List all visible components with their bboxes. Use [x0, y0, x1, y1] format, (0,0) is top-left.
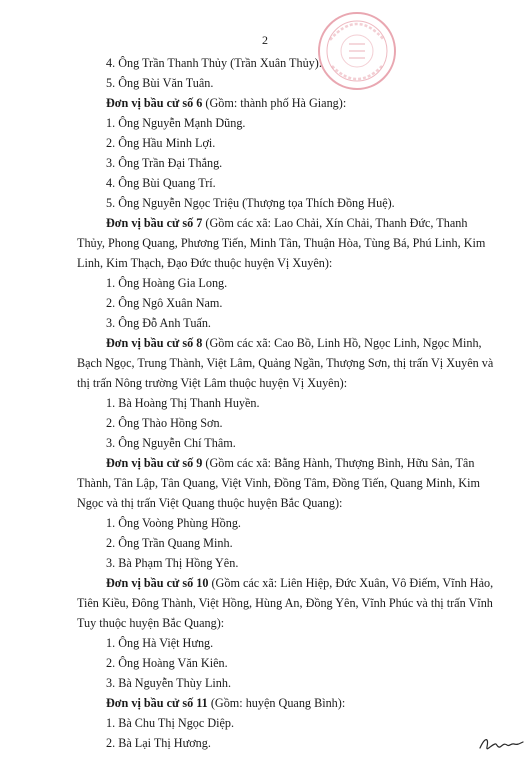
electoral-unit-heading [77, 693, 497, 713]
candidate-item: 1. Bà Hoàng Thị Thanh Huyền. [106, 396, 260, 410]
unit-description: (Gồm: huyện Quang Bình): [207, 696, 346, 710]
unit-title: Đơn vị bầu cử số 8 [106, 336, 203, 350]
page-number: 2 [262, 33, 268, 47]
unit-description: (Gồm các xã: Liên Hiệp, Đức Xuân, Vô Điếm, Vĩnh Hảo, Tiên Kiều, Đông Thành, Việt Hồng, Hùng An, Đồng Yên, Vĩnh Phúc và thị trấn Vĩnh Tuy thuộc huyện Bắc Quang): [77, 576, 494, 630]
candidate-item: 1. Ông Hoàng Gia Long. [106, 276, 228, 290]
electoral-unit-heading [77, 213, 497, 273]
unit-description: (Gồm các xã: Lao Chải, Xín Chải, Thanh Đức, Thanh Thủy, Phong Quang, Phương Tiến, Minh Tân, Thuận Hòa, Tùng Bá, Phú Linh, Kim Linh, Kim Thạch, Đạo Đức thuộc huyện Vị Xuyên): [77, 216, 486, 270]
candidate-item: 2. Ông Thào Hồng Sơn. [106, 416, 223, 430]
unit-description: (Gồm: thành phố Hà Giang): [202, 96, 347, 110]
unit-title: Đơn vị bầu cử số 9 [106, 456, 203, 470]
candidate-item: 2. Bà Lại Thị Hương. [106, 736, 211, 750]
candidate-item: 1. Bà Chu Thị Ngọc Diệp. [106, 716, 235, 730]
list-item: 5. Ông Bùi Văn Tuân. [106, 76, 214, 90]
candidate-item: 4. Ông Bùi Quang Trí. [106, 176, 216, 190]
candidate-item: 3. Ông Đỗ Anh Tuấn. [106, 316, 211, 330]
electoral-unit-heading [77, 93, 497, 113]
unit-title: Đơn vị bầu cử số 6 [106, 96, 203, 110]
candidate-item: 5. Ông Nguyễn Ngọc Triệu (Thượng tọa Thích Đồng Huệ). [106, 196, 395, 210]
candidate-item: 3. Bà Phạm Thị Hồng Yên. [106, 556, 239, 570]
unit-title: Đơn vị bầu cử số 7 [106, 216, 203, 230]
handwritten-signature [477, 733, 527, 755]
candidate-item: 1. Ông Hà Việt Hưng. [106, 636, 214, 650]
unit-description: (Gồm các xã: Bằng Hành, Thượng Bình, Hữu Sản, Tân Thành, Tân Lập, Tân Quang, Việt Vinh, Đồng Tâm, Đồng Tiến, Quang Minh, Kim Ngọc và thị trấn Việt Quang thuộc huyện Bắc Quang): [77, 456, 480, 510]
unit-title: Đơn vị bầu cử số 10 [106, 576, 209, 590]
candidate-item: 3. Ông Nguyễn Chí Thâm. [106, 436, 236, 450]
candidate-item: 2. Ông Ngô Xuân Nam. [106, 296, 223, 310]
candidate-item: 1. Ông Voòng Phùng Hồng. [106, 516, 241, 530]
document-body [77, 53, 497, 753]
electoral-unit-heading [77, 573, 497, 633]
list-item: 4. Ông Trần Thanh Thủy (Trần Xuân Thủy). [106, 56, 322, 70]
candidate-item: 3. Ông Trần Đại Thắng. [106, 156, 223, 170]
candidate-item: 2. Ông Trần Quang Minh. [106, 536, 233, 550]
unit-description: (Gồm các xã: Cao Bồ, Linh Hồ, Ngọc Linh, Ngọc Minh, Bạch Ngọc, Trung Thành, Việt Lâm, Quảng Ngần, Thượng Sơn, thị trấn Vị Xuyên và thị trấn Nông trường Việt Lâm thuộc huyện Vị Xuyên): [77, 336, 494, 390]
candidate-item: 2. Ông Hầu Minh Lợi. [106, 136, 216, 150]
candidate-item: 2. Ông Hoàng Văn Kiên. [106, 656, 228, 670]
candidate-item: 3. Bà Nguyễn Thùy Linh. [106, 676, 232, 690]
electoral-unit-heading [77, 333, 497, 393]
candidate-item: 1. Ông Nguyễn Mạnh Dũng. [106, 116, 246, 130]
unit-title: Đơn vị bầu cử số 11 [106, 696, 208, 710]
electoral-unit-heading [77, 453, 497, 513]
